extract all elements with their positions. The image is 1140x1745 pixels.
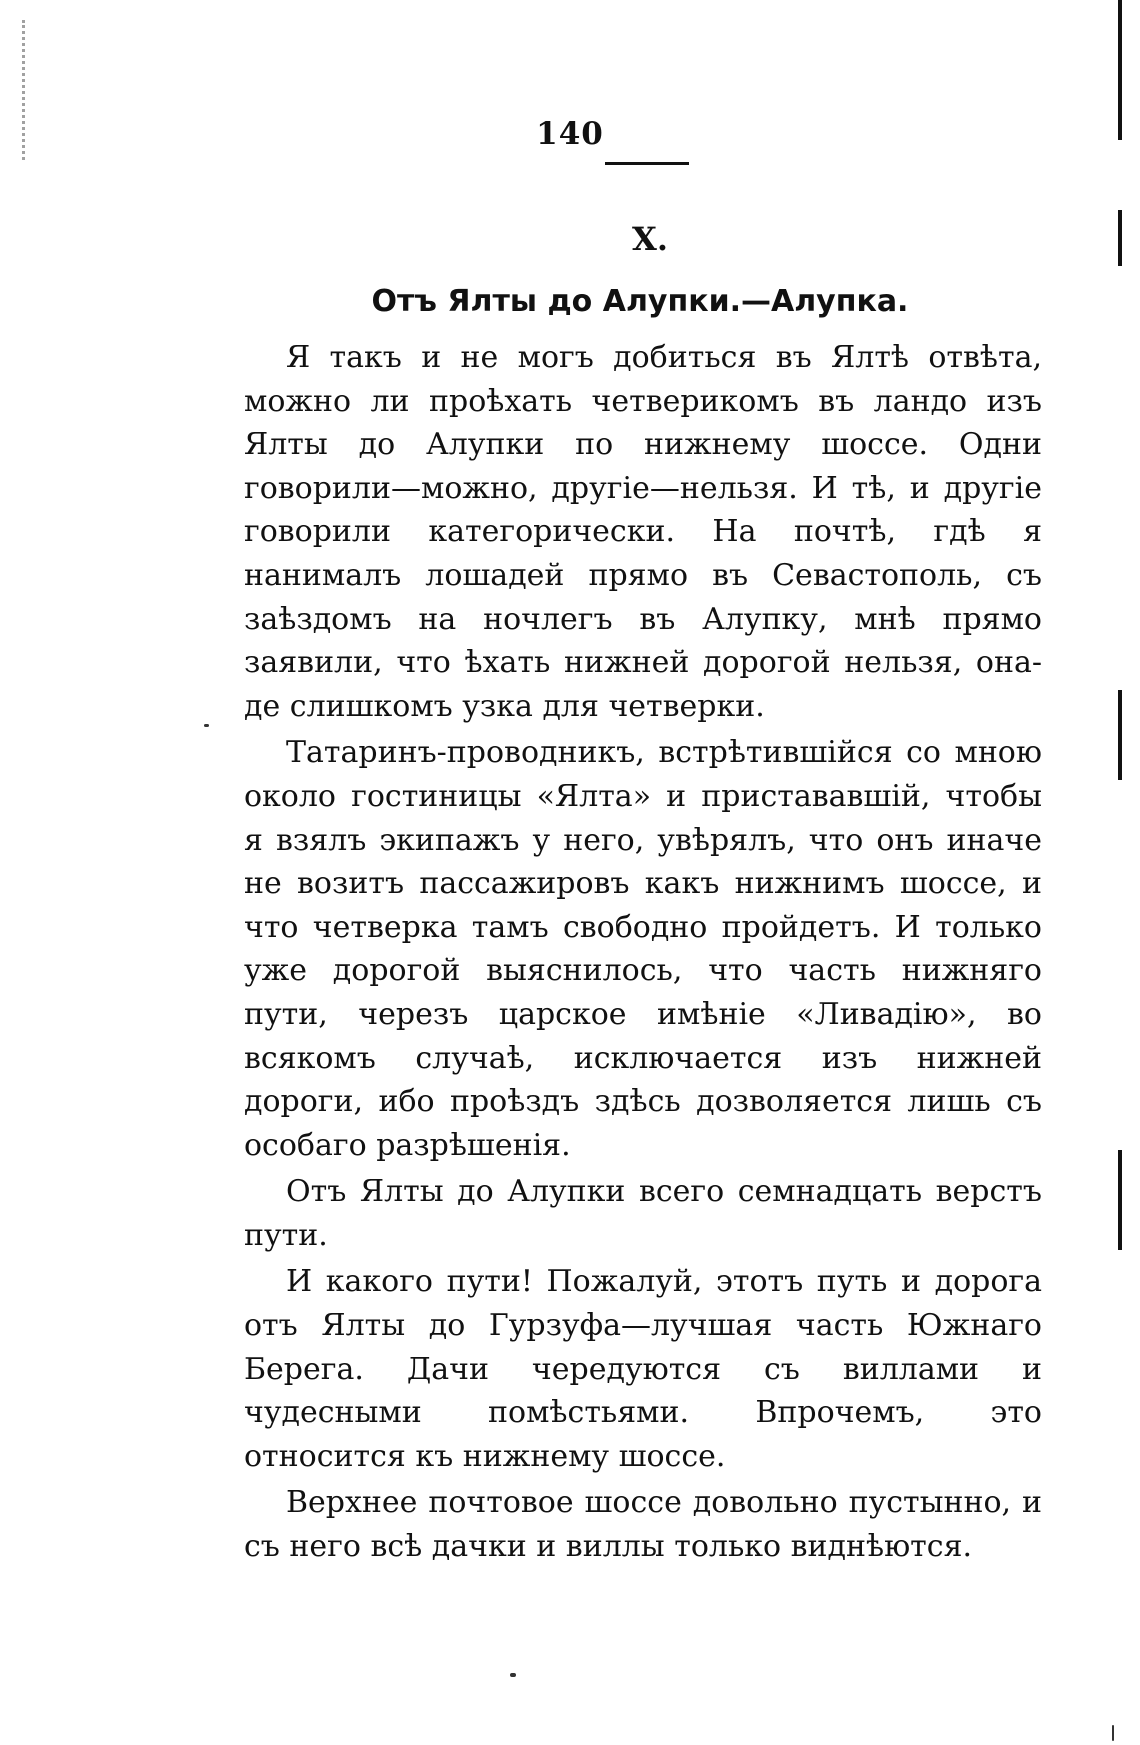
chapter-title: Отъ Ялты до Алупки.—Алупка.: [371, 284, 909, 319]
paragraph: Я такъ и не могъ добиться въ Ялтѣ отвѣта, можно ли проѣхать четверикомъ въ ландо изъ Ялты до Алупки по нижнему шоссе. Одни говорили—можно, другіе—нельзя. И тѣ, и другіе говорили категорически. На почтѣ, гдѣ я нанималъ лошадей прямо въ Севастополь, съ заѣздомъ на ночлегъ въ Алупку, мнѣ прямо заявили, что ѣхать нижней дорогой нельзя, она-де слишкомъ узка для четверки.: [244, 340, 1042, 724]
scan-edge-mark: [1118, 690, 1122, 780]
scan-edge-mark: [1118, 1150, 1122, 1250]
scan-speck: [510, 1673, 516, 1677]
paragraph: Татаринъ-проводникъ, встрѣтившійся со мною около гостиницы «Ялта» и пристававшій, чтобы я взялъ экипажъ у него, увѣрялъ, что онъ иначе не возитъ пассажировъ какъ нижнимъ шоссе, и что четверка тамъ свободно пройдетъ. И только уже дорогой выяснилось, что часть нижняго пути, черезъ царское имѣніе «Ливадію», во всякомъ случаѣ, исключается изъ нижней дороги, ибо проѣздъ здѣсь дозволяется лишь съ особаго разрѣшенія.: [244, 735, 1042, 1163]
paragraph: Отъ Ялты до Алупки всего семнадцать верстъ пути.: [244, 1174, 1042, 1253]
chapter-number: X.: [632, 220, 668, 258]
scan-speck: [1112, 1725, 1114, 1741]
scan-speck: [204, 724, 209, 727]
paragraph: И какого пути! Пожалуй, этотъ путь и дорога отъ Ялты до Гурзуфа—лучшая часть Южнаго Берега. Дачи чередуются съ виллами и чудесными помѣстьями. Впрочемъ, это относится къ нижнему шоссе.: [244, 1264, 1042, 1474]
paragraph: Верхнее почтовое шоссе довольно пустынно, и съ него всѣ дачки и виллы только виднѣются.: [244, 1485, 1042, 1565]
page-number-rule: [605, 162, 689, 165]
page-number: 140: [536, 116, 604, 152]
body-text: [244, 336, 1042, 1572]
